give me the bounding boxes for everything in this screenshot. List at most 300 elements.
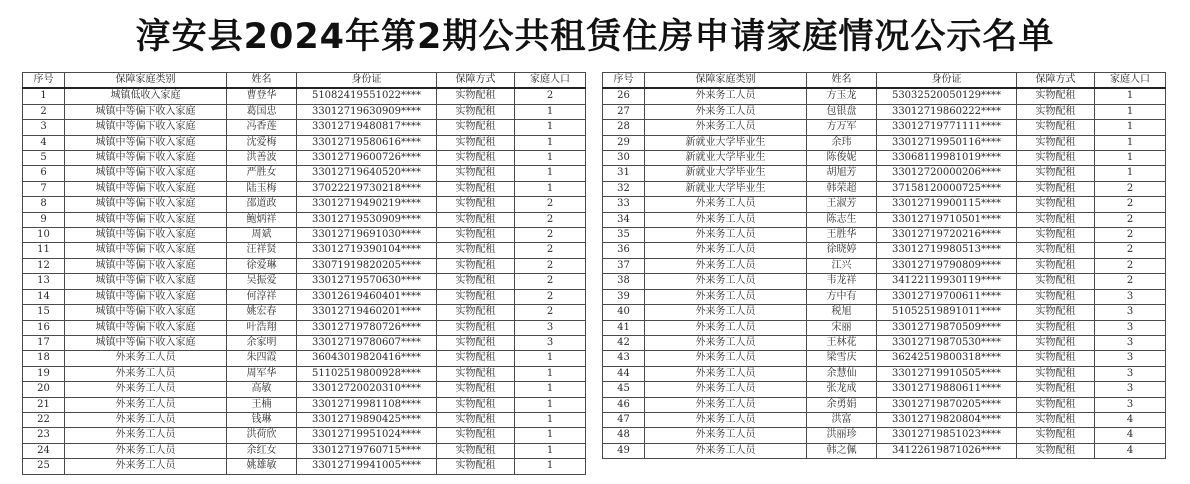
cell-method: 实物配租 [1017,104,1095,119]
cell-household-size: 1 [515,166,586,181]
cell-id-card: 33012719570630**** [297,274,437,289]
cell-household-size: 3 [1095,335,1166,350]
table-row [603,335,1166,350]
cell-id-card: 33012719640520**** [297,166,437,181]
cell-name: 邵道政 [227,197,297,212]
cell-id-card: 33012719870205**** [877,397,1017,412]
cell-id-card: 33012719941005**** [297,459,437,474]
cell-id-card: 36242519800318**** [877,351,1017,366]
cell-index: 3 [23,120,65,135]
cell-method: 实物配租 [437,382,515,397]
header-category: 保障家庭类别 [65,73,227,89]
table-row [603,197,1166,212]
cell-method: 实物配租 [1017,289,1095,304]
cell-id-card: 33012719910505**** [877,366,1017,381]
cell-id-card: 33012719981108**** [297,397,437,412]
cell-name: 周斌 [227,228,297,243]
cell-id-card: 37022219730218**** [297,181,437,196]
table-row [603,305,1166,320]
cell-method: 实物配租 [437,459,515,474]
table-row [603,120,1166,135]
cell-id-card: 33012719950116**** [877,135,1017,150]
header-id-card: 身份证 [297,73,437,89]
cell-name: 韩之佩 [807,443,877,458]
cell-household-size: 2 [1095,274,1166,289]
cell-household-size: 2 [1095,228,1166,243]
cell-category: 外来务工人员 [65,443,227,458]
cell-method: 实物配租 [437,443,515,458]
cell-category: 城镇低收入家庭 [65,88,227,104]
cell-category: 外来务工人员 [645,305,807,320]
cell-id-card: 33071919820205**** [297,258,437,273]
cell-index: 9 [23,212,65,227]
table-row [603,274,1166,289]
table-row [23,228,586,243]
cell-name: 方中有 [807,289,877,304]
cell-index: 32 [603,181,645,196]
cell-method: 实物配租 [1017,443,1095,458]
header-household-size: 家庭人口 [1095,73,1166,89]
cell-category: 城镇中等偏下收入家庭 [65,135,227,150]
cell-method: 实物配租 [437,135,515,150]
cell-category: 外来务工人员 [645,382,807,397]
cell-category: 外来务工人员 [645,351,807,366]
cell-name: 王楠 [227,397,297,412]
cell-index: 29 [603,135,645,150]
table-row [603,382,1166,397]
cell-name: 梁雪庆 [807,351,877,366]
cell-household-size: 2 [515,88,586,104]
cell-index: 15 [23,305,65,320]
table-row [23,382,586,397]
cell-index: 13 [23,274,65,289]
cell-category: 城镇中等偏下收入家庭 [65,120,227,135]
cell-index: 35 [603,228,645,243]
cell-id-card: 33012719720216**** [877,228,1017,243]
cell-household-size: 4 [1095,428,1166,443]
cell-category: 外来务工人员 [65,351,227,366]
table-row [23,181,586,196]
cell-name: 徐晓婷 [807,243,877,258]
cell-method: 实物配租 [437,228,515,243]
cell-household-size: 1 [1095,104,1166,119]
table-row [23,88,586,104]
cell-index: 33 [603,197,645,212]
cell-id-card: 33012719860222**** [877,104,1017,119]
cell-household-size: 4 [1095,412,1166,427]
cell-category: 外来务工人员 [645,443,807,458]
cell-id-card: 33012719870530**** [877,335,1017,350]
cell-id-card: 33012720000206**** [877,166,1017,181]
cell-index: 2 [23,104,65,119]
cell-name: 余红女 [227,443,297,458]
cell-id-card: 33012719951024**** [297,428,437,443]
table-row [603,351,1166,366]
cell-id-card: 33012719890425**** [297,412,437,427]
cell-method: 实物配租 [1017,120,1095,135]
table-row [23,412,586,427]
cell-household-size: 4 [1095,443,1166,458]
cell-name: 洪富 [807,412,877,427]
cell-category: 城镇中等偏下收入家庭 [65,181,227,196]
table-row [603,243,1166,258]
table-row [23,443,586,458]
cell-category: 外来务工人员 [65,397,227,412]
cell-index: 19 [23,366,65,381]
cell-index: 42 [603,335,645,350]
cell-household-size: 1 [515,397,586,412]
cell-index: 21 [23,397,65,412]
cell-name: 严胜女 [227,166,297,181]
table-row [23,289,586,304]
cell-index: 4 [23,135,65,150]
cell-household-size: 1 [515,120,586,135]
cell-method: 实物配租 [437,397,515,412]
cell-index: 38 [603,274,645,289]
cell-method: 实物配租 [1017,320,1095,335]
cell-index: 16 [23,320,65,335]
cell-category: 外来务工人员 [65,412,227,427]
cell-name: 陆玉梅 [227,181,297,196]
cell-category: 城镇中等偏下收入家庭 [65,166,227,181]
cell-method: 实物配租 [1017,228,1095,243]
cell-id-card: 33012720020310**** [297,382,437,397]
cell-index: 40 [603,305,645,320]
cell-category: 城镇中等偏下收入家庭 [65,151,227,166]
cell-household-size: 1 [1095,120,1166,135]
cell-id-card: 33012719900115**** [877,197,1017,212]
cell-household-size: 1 [515,181,586,196]
cell-index: 30 [603,151,645,166]
cell-method: 实物配租 [437,412,515,427]
table-row [23,135,586,150]
cell-method: 实物配租 [1017,88,1095,104]
table-header-row [603,73,1166,89]
cell-category: 外来务工人员 [645,197,807,212]
cell-name: 宋丽 [807,320,877,335]
cell-household-size: 1 [515,104,586,119]
cell-index: 23 [23,428,65,443]
cell-name: 江兴 [807,258,877,273]
cell-name: 叶浩翔 [227,320,297,335]
cell-method: 实物配租 [437,274,515,289]
table-row [603,320,1166,335]
cell-method: 实物配租 [437,151,515,166]
cell-name: 何淳祥 [227,289,297,304]
table-row [23,351,586,366]
cell-method: 实物配租 [437,166,515,181]
cell-index: 45 [603,382,645,397]
cell-index: 25 [23,459,65,474]
cell-method: 实物配租 [437,320,515,335]
table-row [23,104,586,119]
cell-method: 实物配租 [1017,181,1095,196]
cell-method: 实物配租 [437,88,515,104]
table-row [603,412,1166,427]
table-row [23,120,586,135]
cell-name: 姚宏春 [227,305,297,320]
cell-name: 张龙成 [807,382,877,397]
cell-method: 实物配租 [1017,366,1095,381]
cell-method: 实物配租 [437,289,515,304]
cell-category: 城镇中等偏下收入家庭 [65,228,227,243]
table-row [23,243,586,258]
cell-id-card: 51102519800928**** [297,366,437,381]
cell-id-card: 33012719460201**** [297,305,437,320]
cell-index: 44 [603,366,645,381]
table-row [23,151,586,166]
applicant-table-left [22,72,586,475]
table-row [23,459,586,474]
cell-name: 方万军 [807,120,877,135]
cell-category: 外来务工人员 [645,289,807,304]
cell-name: 姚雄敏 [227,459,297,474]
cell-name: 陈俊妮 [807,151,877,166]
cell-name: 韩荣超 [807,181,877,196]
table-row [603,88,1166,104]
cell-household-size: 1 [515,382,586,397]
cell-method: 实物配租 [437,181,515,196]
cell-method: 实物配租 [1017,197,1095,212]
cell-index: 10 [23,228,65,243]
table-row [23,274,586,289]
cell-index: 49 [603,443,645,458]
table-row [23,397,586,412]
cell-index: 39 [603,289,645,304]
cell-category: 城镇中等偏下收入家庭 [65,212,227,227]
cell-method: 实物配租 [437,258,515,273]
cell-name: 余勇娟 [807,397,877,412]
cell-method: 实物配租 [1017,351,1095,366]
cell-method: 实物配租 [1017,166,1095,181]
cell-index: 26 [603,88,645,104]
cell-index: 7 [23,181,65,196]
cell-household-size: 3 [1095,382,1166,397]
cell-name: 沈爱梅 [227,135,297,150]
cell-name: 周军华 [227,366,297,381]
cell-category: 外来务工人员 [645,120,807,135]
cell-index: 48 [603,428,645,443]
table-row [603,104,1166,119]
cell-category: 城镇中等偏下收入家庭 [65,289,227,304]
cell-id-card: 36043019820416**** [297,351,437,366]
cell-id-card: 33012719780726**** [297,320,437,335]
table-row [603,258,1166,273]
cell-id-card: 33012619460401**** [297,289,437,304]
cell-household-size: 2 [515,258,586,273]
cell-category: 城镇中等偏下收入家庭 [65,197,227,212]
cell-index: 28 [603,120,645,135]
cell-method: 实物配租 [437,305,515,320]
cell-id-card: 34122619871026**** [877,443,1017,458]
cell-index: 1 [23,88,65,104]
cell-index: 6 [23,166,65,181]
cell-household-size: 2 [515,212,586,227]
cell-id-card: 33012719870509**** [877,320,1017,335]
header-index: 序号 [603,73,645,89]
cell-household-size: 2 [515,243,586,258]
table-header-row [23,73,586,89]
cell-household-size: 1 [1095,88,1166,104]
cell-method: 实物配租 [1017,335,1095,350]
cell-id-card: 33068119981019**** [877,151,1017,166]
cell-category: 外来务工人员 [645,397,807,412]
cell-category: 外来务工人员 [645,228,807,243]
cell-category: 外来务工人员 [645,258,807,273]
cell-method: 实物配租 [437,212,515,227]
cell-id-card: 33012719780607**** [297,335,437,350]
table-row [603,289,1166,304]
cell-name: 陈志生 [807,212,877,227]
page-title: 淳安县2024年第2期公共租赁住房申请家庭情况公示名单 [135,17,1055,57]
table-row [603,428,1166,443]
cell-index: 31 [603,166,645,181]
cell-name: 葛国忠 [227,104,297,119]
cell-index: 24 [23,443,65,458]
cell-category: 新就业大学毕业生 [645,166,807,181]
cell-id-card: 33012719760715**** [297,443,437,458]
cell-id-card: 33012719700611**** [877,289,1017,304]
cell-id-card: 33012719630909**** [297,104,437,119]
cell-index: 34 [603,212,645,227]
cell-name: 洪丽珍 [807,428,877,443]
cell-household-size: 3 [515,335,586,350]
cell-household-size: 2 [515,289,586,304]
cell-method: 实物配租 [1017,151,1095,166]
cell-name: 冯香莲 [227,120,297,135]
cell-method: 实物配租 [437,428,515,443]
cell-index: 12 [23,258,65,273]
cell-id-card: 33012719790809**** [877,258,1017,273]
cell-index: 46 [603,397,645,412]
cell-household-size: 2 [1095,181,1166,196]
table-row [23,335,586,350]
cell-category: 外来务工人员 [645,412,807,427]
cell-category: 城镇中等偏下收入家庭 [65,258,227,273]
cell-id-card: 33012719691030**** [297,228,437,243]
cell-household-size: 2 [515,305,586,320]
table-row [603,228,1166,243]
cell-id-card: 51082419551022**** [297,88,437,104]
cell-category: 城镇中等偏下收入家庭 [65,243,227,258]
cell-name: 洪荷欣 [227,428,297,443]
cell-category: 外来务工人员 [645,320,807,335]
cell-category: 新就业大学毕业生 [645,135,807,150]
cell-household-size: 1 [515,459,586,474]
cell-name: 包银盘 [807,104,877,119]
cell-name: 方玉龙 [807,88,877,104]
table-body-right [603,88,1166,458]
cell-method: 实物配租 [1017,212,1095,227]
table-row [603,397,1166,412]
cell-household-size: 3 [1095,397,1166,412]
table-row [603,366,1166,381]
cell-household-size: 2 [1095,258,1166,273]
cell-index: 37 [603,258,645,273]
cell-method: 实物配租 [1017,412,1095,427]
table-row [23,197,586,212]
cell-name: 余家明 [227,335,297,350]
cell-name: 余慧仙 [807,366,877,381]
cell-id-card: 51052519891011**** [877,305,1017,320]
cell-index: 47 [603,412,645,427]
cell-household-size: 3 [1095,320,1166,335]
cell-household-size: 1 [515,151,586,166]
cell-household-size: 1 [1095,166,1166,181]
table-row [23,166,586,181]
cell-category: 新就业大学毕业生 [645,181,807,196]
cell-method: 实物配租 [1017,305,1095,320]
cell-id-card: 34122119930119**** [877,274,1017,289]
cell-index: 22 [23,412,65,427]
cell-household-size: 2 [515,228,586,243]
cell-category: 外来务工人员 [645,274,807,289]
cell-name: 徐爱琳 [227,258,297,273]
table-row [23,320,586,335]
cell-index: 8 [23,197,65,212]
cell-index: 17 [23,335,65,350]
table-row [23,258,586,273]
cell-category: 城镇中等偏下收入家庭 [65,274,227,289]
table-body-left [23,88,586,474]
cell-index: 41 [603,320,645,335]
cell-id-card: 33012719880611**** [877,382,1017,397]
cell-index: 36 [603,243,645,258]
cell-household-size: 3 [515,320,586,335]
cell-index: 11 [23,243,65,258]
cell-name: 王林花 [807,335,877,350]
cell-household-size: 1 [515,351,586,366]
cell-method: 实物配租 [437,366,515,381]
applicant-table-right [602,72,1166,459]
table-row [603,181,1166,196]
cell-id-card: 33012719580616**** [297,135,437,150]
cell-category: 外来务工人员 [645,88,807,104]
cell-id-card: 33012719771111**** [877,120,1017,135]
cell-name: 韦龙祥 [807,274,877,289]
cell-name: 王胜华 [807,228,877,243]
cell-id-card: 33012719530909**** [297,212,437,227]
cell-method: 实物配租 [437,243,515,258]
cell-household-size: 2 [1095,197,1166,212]
cell-method: 实物配租 [437,335,515,350]
cell-name: 洪善波 [227,151,297,166]
cell-category: 新就业大学毕业生 [645,151,807,166]
cell-category: 外来务工人员 [645,212,807,227]
cell-household-size: 1 [515,366,586,381]
cell-id-card: 33012719390104**** [297,243,437,258]
cell-method: 实物配租 [1017,428,1095,443]
header-index: 序号 [23,73,65,89]
cell-household-size: 1 [515,412,586,427]
cell-category: 外来务工人员 [65,459,227,474]
cell-id-card: 33012719600726**** [297,151,437,166]
table-row [603,443,1166,458]
cell-id-card: 33012719480817**** [297,120,437,135]
table-row [23,428,586,443]
cell-id-card: 37158120000725**** [877,181,1017,196]
cell-category: 外来务工人员 [645,366,807,381]
cell-category: 外来务工人员 [645,243,807,258]
cell-name: 朱四霞 [227,351,297,366]
cell-household-size: 2 [515,274,586,289]
cell-category: 城镇中等偏下收入家庭 [65,104,227,119]
header-id-card: 身份证 [877,73,1017,89]
cell-name: 吴振爱 [227,274,297,289]
table-row [603,151,1166,166]
cell-index: 27 [603,104,645,119]
cell-household-size: 2 [515,197,586,212]
